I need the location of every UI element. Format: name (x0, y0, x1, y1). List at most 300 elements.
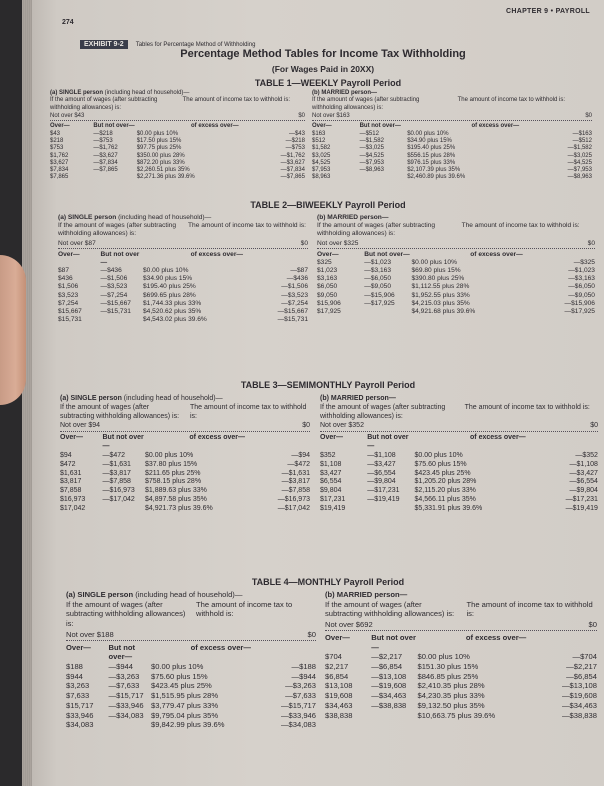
table-row (60, 478, 310, 487)
tax-condition: The amount of income tax to withhold is: (190, 403, 307, 420)
table-row (325, 711, 597, 721)
condition-text (320, 404, 598, 422)
excess-over-value: —$3,817 (281, 478, 310, 486)
table-row (320, 461, 598, 470)
single-heading: (a) SINGLE person (including head of household)— (50, 90, 190, 96)
table-row (58, 300, 308, 308)
table-row (312, 160, 592, 167)
over-value: $8,963 (312, 174, 331, 181)
tax-formula: $0.00 plus 10% (136, 130, 179, 137)
tax-formula: $37.80 plus 15% (145, 460, 198, 468)
over-value: $7,254 (58, 299, 79, 307)
over-value: $19,419 (320, 504, 346, 512)
col-over: Over— (325, 632, 350, 642)
but-not-over-value (364, 308, 411, 316)
but-not-over-value: —$3,263 (108, 671, 140, 681)
not-over-amount: Not over $43 (50, 112, 85, 119)
excess-over-value: —$3,263 (285, 681, 316, 691)
page-number: 274 (62, 19, 74, 26)
excess-over-value: —$17,042 (277, 504, 310, 512)
not-over-amount: Not over $163 (312, 112, 350, 119)
excess-over-value: —$38,838 (561, 710, 597, 720)
table-row (312, 153, 592, 160)
over-value: $7,633 (66, 691, 90, 701)
over-value: $38,838 (325, 710, 353, 720)
but-not-over-value: —$6,050 (364, 275, 392, 283)
tax-formula: $2,115.20 plus 33% (414, 487, 476, 495)
but-not-over-value: —$34,083 (108, 710, 144, 720)
but-not-over-value: —$436 (100, 267, 122, 275)
tax-formula: $9,132.50 plus 35% (417, 700, 485, 710)
col-over: Over— (66, 642, 91, 652)
over-value: $3,817 (60, 478, 82, 486)
table-row (312, 138, 592, 145)
tax-formula: $976.15 plus 33% (407, 159, 456, 166)
wages-condition: If the amount of wages (after subtracting withholding allowances) is: (66, 599, 186, 629)
tax-condition: The amount of income tax to withhold is: (466, 599, 593, 619)
table-row (312, 145, 592, 152)
but-not-over-value (109, 720, 152, 730)
not-over-row (66, 630, 316, 641)
married-heading: (b) MARRIED person— (325, 590, 408, 599)
married-heading: (b) MARRIED person— (312, 90, 377, 96)
col-but-not-over: But not over— (93, 123, 135, 130)
over-value: $4,525 (312, 159, 331, 166)
tax-formula: $5,331.91 plus 39.6% (414, 504, 483, 512)
col-over: Over— (50, 123, 70, 130)
column-headers (320, 434, 598, 452)
but-not-over-value: —$3,427 (367, 460, 396, 468)
not-over-amount: Not over $87 (58, 239, 96, 247)
col-of-excess: of excess over— (190, 642, 251, 652)
over-value: $33,946 (66, 710, 94, 720)
but-not-over-value: —$8,963 (359, 167, 384, 174)
over-value: $3,163 (317, 275, 338, 283)
table-row (60, 487, 310, 496)
condition-text (50, 97, 305, 112)
tax-formula: $0.00 plus 10% (417, 652, 470, 662)
over-value: $2,217 (325, 662, 349, 672)
tax-formula: $758.15 plus 28% (145, 478, 202, 486)
excess-over-value: —$1,023 (568, 267, 595, 275)
tax-formula: $75.60 plus 15% (414, 460, 467, 468)
not-over-amount: Not over $352 (320, 422, 364, 430)
excess-over-value: —$472 (287, 460, 310, 468)
over-value: $3,427 (320, 469, 342, 477)
tax-condition: The amount of income tax to withhold is: (182, 97, 290, 104)
but-not-over-value (101, 316, 144, 324)
but-not-over-value: —$15,717 (108, 691, 144, 701)
table-row (317, 292, 595, 300)
excess-over-value: —$17,231 (565, 495, 598, 503)
col-but-not-over: But not over— (371, 632, 416, 652)
but-not-over-value: —$9,804 (367, 478, 396, 486)
but-not-over-value: —$2,217 (371, 652, 403, 662)
column-headers (317, 251, 595, 259)
excess-over-value: —$3,427 (569, 469, 598, 477)
table-row (320, 470, 598, 479)
but-not-over-value: —$17,925 (364, 299, 395, 307)
table-row (60, 470, 310, 479)
married-section (317, 214, 595, 316)
table-row (66, 711, 316, 721)
over-value: $6,554 (320, 478, 342, 486)
zero-tax: $0 (307, 629, 316, 639)
not-over-amount: Not over $188 (66, 629, 114, 639)
col-of-excess: of excess over— (190, 250, 243, 258)
tax-formula: $2,260.51 plus 35% (136, 167, 190, 174)
not-over-row (312, 113, 592, 121)
table-row (66, 720, 316, 730)
condition-text (317, 222, 595, 238)
but-not-over-value: —$944 (108, 662, 133, 672)
not-over-row (58, 240, 308, 249)
table-row (66, 691, 316, 701)
table-row (325, 691, 597, 701)
over-value: $1,108 (320, 460, 342, 468)
table-row (325, 662, 597, 672)
but-not-over-value: —$1,631 (102, 460, 131, 468)
but-not-over-value: —$4,525 (359, 152, 384, 159)
over-value: $19,608 (325, 691, 353, 701)
table-row (312, 131, 592, 138)
excess-over-value: —$188 (291, 662, 316, 672)
table-row (50, 174, 305, 181)
table-title: TABLE 3—SEMIMONTHLY Payroll Period (240, 380, 416, 390)
tax-condition: The amount of income tax to withhold is: (188, 222, 307, 230)
zero-tax: $0 (587, 239, 595, 247)
tax-formula: $211.65 plus 25% (145, 469, 201, 477)
table-row (50, 160, 305, 167)
tax-formula: $1,889.63 plus 33% (145, 487, 207, 495)
but-not-over-value: —$7,953 (359, 159, 384, 166)
excess-over-value: —$325 (573, 258, 595, 266)
column-headers (325, 633, 597, 652)
col-over: Over— (58, 250, 80, 258)
single-heading-sub: (including head of household)— (121, 395, 223, 402)
tax-condition: The amount of income tax to withhold is: (196, 599, 293, 619)
tax-formula: $0.00 plus 10% (151, 662, 204, 672)
over-value: $9,050 (317, 291, 338, 299)
but-not-over-value: —$1,506 (100, 275, 128, 283)
tax-formula: $2,271.36 plus 39.6% (136, 174, 195, 181)
table-row (66, 672, 316, 682)
tax-formula: $423.45 plus 25% (414, 469, 471, 477)
but-not-over-value: —$1,582 (359, 137, 384, 144)
but-not-over-value: —$472 (102, 451, 126, 459)
book-page (22, 0, 604, 786)
condition-text (58, 222, 308, 238)
table-row (317, 267, 595, 275)
col-but-not-over: But not over— (108, 642, 136, 662)
excess-over-value: —$1,582 (567, 145, 592, 152)
excess-over-value: —$704 (572, 652, 597, 662)
over-value: $15,731 (58, 316, 82, 324)
excess-over-value: —$7,865 (280, 174, 305, 181)
table-row (312, 167, 592, 174)
table-title: TABLE 2—BIWEEKLY Payroll Period (250, 200, 406, 210)
table-row (50, 145, 305, 152)
excess-over-value: —$4,525 (567, 159, 592, 166)
excess-over-value: —$43 (288, 130, 305, 137)
tax-formula: $2,460.89 plus 39.6% (407, 174, 466, 181)
col-of-excess: of excess over— (471, 123, 520, 130)
table-row (60, 452, 310, 461)
excess-over-value: —$3,163 (568, 275, 595, 283)
tax-formula: $69.80 plus 15% (411, 267, 461, 275)
condition-text (66, 600, 316, 629)
but-not-over-value: —$3,025 (359, 145, 384, 152)
col-of-excess: of excess over— (465, 632, 527, 642)
col-spacer (526, 633, 597, 652)
table-row (50, 167, 305, 174)
not-over-amount: Not over $692 (325, 620, 373, 630)
excess-over-value: —$6,854 (566, 671, 597, 681)
table-row (317, 308, 595, 316)
column-headers (58, 251, 308, 267)
but-not-over-value: —$34,463 (371, 691, 407, 701)
page-subtitle: (For Wages Paid in 20XX) (271, 64, 375, 74)
but-not-over-value (93, 174, 136, 181)
excess-over-value: —$8,963 (567, 174, 592, 181)
table-row (320, 478, 598, 487)
over-value: $17,042 (60, 504, 86, 512)
tax-formula: $872.20 plus 33% (136, 159, 185, 166)
table-row (66, 681, 316, 691)
tax-formula: $1,515.95 plus 28% (151, 691, 219, 701)
over-value: $163 (312, 130, 326, 137)
but-not-over-value: —$16,973 (102, 487, 135, 495)
married-section (325, 590, 597, 720)
single-section (60, 395, 310, 514)
col-over: Over— (60, 434, 83, 442)
over-value: $6,854 (325, 671, 349, 681)
excess-over-value: —$9,804 (569, 487, 598, 495)
table-title: TABLE 4—MONTHLY Payroll Period (251, 577, 405, 587)
col-of-excess: of excess over— (189, 434, 245, 442)
excess-over-value: —$7,254 (281, 299, 308, 307)
excess-over-value: —$9,050 (568, 291, 595, 299)
excess-over-value: —$6,554 (569, 478, 598, 486)
excess-over-value: —$7,953 (567, 167, 592, 174)
excess-over-value: —$34,463 (561, 700, 597, 710)
excess-over-value: —$3,627 (280, 159, 305, 166)
over-value: $1,631 (60, 469, 82, 477)
table-row (312, 174, 592, 181)
col-spacer (239, 123, 305, 130)
table-row (325, 672, 597, 682)
excess-over-value: —$436 (286, 275, 308, 283)
condition-text (60, 404, 310, 422)
wages-condition: If the amount of wages (after subtracting withholding allowances) is: (325, 599, 455, 619)
but-not-over-value: —$17,042 (102, 495, 135, 503)
column-headers (66, 643, 316, 662)
but-not-over-value (103, 505, 146, 514)
tax-formula: $1,205.20 plus 28% (414, 478, 477, 486)
over-value: $3,263 (66, 681, 90, 691)
not-over-row (50, 113, 305, 121)
but-not-over-value: —$753 (93, 137, 113, 144)
tax-formula: $0.00 plus 10% (411, 258, 457, 266)
single-section (58, 214, 308, 324)
table-row (58, 275, 308, 283)
table-row (317, 259, 595, 267)
col-but-not-over: But not over— (100, 250, 140, 266)
tax-formula: $0.00 plus 10% (143, 267, 189, 275)
over-value: $352 (320, 451, 336, 459)
tax-formula: $9,842.99 plus 39.6% (151, 720, 225, 730)
over-value: $3,523 (58, 291, 79, 299)
but-not-over-value: —$9,050 (364, 283, 392, 291)
tax-formula: $97.75 plus 25% (136, 145, 182, 152)
single-heading: (a) SINGLE person (including head of household)— (60, 395, 223, 402)
single-heading: (a) SINGLE person (including head of household)— (66, 590, 243, 599)
over-value: $3,627 (50, 159, 69, 166)
tax-formula: $1,952.55 plus 33% (411, 291, 470, 299)
excess-over-value: —$7,834 (280, 167, 305, 174)
col-but-not-over: But not over— (364, 250, 410, 258)
single-section (66, 590, 316, 730)
single-heading-sub: (including head of household)— (133, 590, 243, 599)
tax-formula: $2,107.39 plus 35% (407, 167, 461, 174)
table-row (320, 452, 598, 461)
married-heading: (b) MARRIED person— (320, 395, 396, 402)
table-row (50, 153, 305, 160)
single-heading-sub: (including head of household)— (116, 214, 212, 221)
over-value: $1,762 (50, 152, 69, 159)
excess-over-value: —$7,858 (281, 487, 310, 495)
over-value: $7,865 (50, 174, 69, 181)
single-heading: (a) SINGLE person (including head of household)— (58, 214, 212, 221)
table-row (58, 316, 308, 324)
col-but-not-over: But not over— (102, 434, 144, 451)
col-spacer (245, 434, 310, 452)
column-headers (50, 123, 305, 130)
tax-formula: $846.85 plus 25% (417, 671, 479, 681)
excess-over-value: —$753 (285, 145, 305, 152)
over-value: $436 (58, 275, 73, 283)
over-value: $325 (317, 258, 332, 266)
col-spacer (519, 123, 592, 130)
but-not-over-value: —$19,608 (371, 681, 407, 691)
excess-over-value: —$17,925 (564, 307, 595, 315)
tax-formula: $699.65 plus 28% (143, 291, 196, 299)
over-value: $472 (60, 460, 76, 468)
tax-formula: $3,779.47 plus 33% (151, 700, 219, 710)
wages-condition: If the amount of wages (after subtracting withholding allowances) is: (320, 403, 446, 420)
col-but-not-over: But not over— (367, 434, 409, 451)
single-section (50, 90, 305, 182)
not-over-row (320, 422, 598, 432)
excess-over-value: —$94 (291, 451, 310, 459)
excess-over-value: —$15,906 (564, 299, 595, 307)
tax-formula: $556.15 plus 28% (407, 152, 456, 159)
thumb (0, 255, 26, 405)
tax-formula: $4,543.02 plus 39.6% (143, 316, 207, 324)
table-row (320, 487, 598, 496)
over-value: $13,108 (325, 681, 353, 691)
tax-formula: $350.00 plus 28% (136, 152, 185, 159)
but-not-over-value: —$33,946 (108, 700, 144, 710)
but-not-over-value: —$3,163 (364, 267, 392, 275)
married-section (320, 395, 598, 514)
but-not-over-value: —$1,023 (364, 258, 392, 266)
over-value: $17,925 (317, 307, 341, 315)
tax-formula: $75.60 plus 15% (151, 671, 208, 681)
tax-formula: $17.50 plus 15% (136, 137, 182, 144)
not-over-row (317, 240, 595, 249)
table-row (58, 292, 308, 300)
condition-text (312, 97, 592, 112)
excess-over-value: —$2,217 (566, 662, 597, 672)
over-value: $15,906 (317, 299, 341, 307)
col-over: Over— (317, 250, 339, 258)
over-value: $944 (66, 671, 83, 681)
table-title: TABLE 1—WEEKLY Payroll Period (254, 78, 402, 88)
tax-formula: $34.90 plus 15% (407, 137, 452, 144)
excess-over-value: —$3,523 (281, 291, 308, 299)
tax-formula: $2,410.35 plus 28% (417, 681, 485, 691)
tax-formula: $4,897.58 plus 35% (145, 495, 207, 503)
but-not-over-value: —$1,108 (367, 451, 396, 459)
excess-over-value: —$15,717 (280, 700, 316, 710)
zero-tax: $0 (300, 239, 308, 247)
page-stack-edge (22, 0, 32, 786)
excess-over-value: —$1,631 (281, 469, 310, 477)
wages-condition: If the amount of wages (after subtracting withholding allowances) is: (317, 222, 436, 238)
over-value: $7,858 (60, 487, 82, 495)
but-not-over-value: —$6,554 (367, 469, 396, 477)
table-row (58, 308, 308, 316)
table-row (320, 496, 598, 505)
over-value: $1,582 (312, 145, 331, 152)
but-not-over-value: —$7,858 (102, 478, 131, 486)
table-row (60, 496, 310, 505)
but-not-over-value: —$1,762 (93, 145, 118, 152)
table-row (66, 701, 316, 711)
wages-condition: If the amount of wages (after subtracting withholding allowances) is: (312, 97, 420, 111)
col-over: Over— (312, 123, 332, 130)
but-not-over-value: —$3,627 (93, 152, 118, 159)
excess-over-value: —$7,633 (285, 691, 316, 701)
tax-formula: $9,795.04 plus 35% (151, 710, 219, 720)
tax-formula: $0.00 plus 10% (414, 451, 463, 459)
but-not-over-value: —$15,667 (100, 299, 131, 307)
over-value: $3,025 (312, 152, 331, 159)
over-value: $1,023 (317, 267, 338, 275)
tax-formula: $195.40 plus 25% (143, 283, 196, 291)
over-value: $15,667 (58, 307, 82, 315)
excess-over-value: —$6,050 (568, 283, 595, 291)
over-value: $753 (50, 145, 64, 152)
excess-over-value: —$1,762 (280, 152, 305, 159)
table-row (320, 505, 598, 514)
not-over-row (60, 422, 310, 432)
tax-formula: $10,663.75 plus 39.6% (417, 710, 496, 720)
excess-over-value: —$87 (290, 267, 308, 275)
over-value: $15,717 (66, 700, 94, 710)
condition-text (325, 600, 597, 619)
over-value: $16,973 (60, 495, 86, 503)
zero-tax: $0 (298, 112, 305, 119)
but-not-over-value: —$13,108 (371, 671, 407, 681)
tax-condition: The amount of income tax to withhold is: (457, 97, 565, 104)
wages-condition: If the amount of wages (after subtracting withholding allowances) is: (50, 97, 158, 111)
but-not-over-value: —$7,865 (93, 167, 118, 174)
wages-condition: If the amount of wages (after subtracting withholding allowances) is: (58, 222, 177, 238)
but-not-over-value (360, 174, 408, 181)
excess-over-value: —$163 (572, 130, 592, 137)
